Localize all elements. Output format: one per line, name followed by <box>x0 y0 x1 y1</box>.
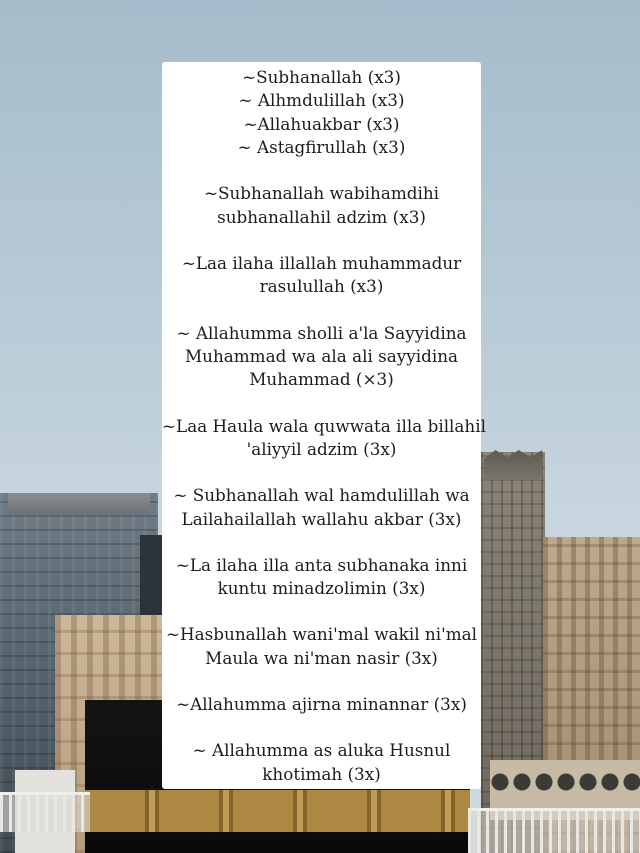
dzikir-line: ~Hasbunallah wani'mal wakil ni'mal <box>165 624 477 645</box>
dzikir-line: ~ Allahumma sholli a'la Sayyidina <box>176 322 467 343</box>
dzikir-card <box>162 62 486 789</box>
dzikir-block-1 <box>162 66 481 160</box>
dzikir-block-2 <box>162 182 481 229</box>
dzikir-line: 'aliyyil adzim (3x) <box>246 439 397 460</box>
right-railing <box>468 808 640 853</box>
dzikir-line: ~Subhanallah (x3) <box>242 67 401 87</box>
dzikir-line: ~ Alhmdulillah (x3) <box>238 90 405 111</box>
dzikir-line: Muhammad (×3) <box>249 369 394 390</box>
left-dark-building <box>140 535 162 625</box>
dzikir-block-3 <box>162 252 481 299</box>
dzikir-block-10 <box>162 739 481 786</box>
dzikir-block-8 <box>162 623 481 670</box>
dzikir-line: ~Laa ilaha illallah muhammadur <box>181 253 462 274</box>
dzikir-line: ~ Astagfirullah (x3) <box>237 137 406 158</box>
dzikir-line: ~Allahumma ajirna minannar (3x) <box>176 694 467 715</box>
dzikir-line: Maula wa ni'man nasir (3x) <box>205 647 438 668</box>
dzikir-line: subhanallahil adzim (x3) <box>217 206 426 227</box>
kaaba-gold-band <box>85 790 470 832</box>
dzikir-line: ~Subhanallah wabihamdihi <box>203 183 440 204</box>
dzikir-line: ~ Subhanallah wal hamdulillah wa <box>173 485 470 506</box>
dzikir-line: kuntu minadzolimin (3x) <box>217 578 426 599</box>
dzikir-line: ~La ilaha illa anta subhanaka inni <box>175 554 468 575</box>
dzikir-block-4 <box>162 322 481 392</box>
dzikir-line: ~Laa Haula wala quwwata illa billahil <box>162 415 486 436</box>
dzikir-block-9 <box>162 693 481 716</box>
left-tower-roof <box>8 493 150 515</box>
dzikir-line: khotimah (3x) <box>262 763 381 784</box>
dzikir-block-7 <box>162 554 481 601</box>
dzikir-line: ~ Allahumma as aluka Husnul <box>192 740 451 761</box>
dzikir-block-5 <box>162 415 486 462</box>
dzikir-line: rasulullah (x3) <box>259 276 384 297</box>
dzikir-line: Muhammad wa ala ali sayyidina <box>184 346 459 367</box>
dzikir-line: ~Allahuakbar (x3) <box>243 113 400 134</box>
dzikir-block-6 <box>162 484 481 531</box>
left-railing <box>0 792 90 832</box>
dzikir-line: Lailahailallah wallahu akbar (3x) <box>181 508 462 529</box>
